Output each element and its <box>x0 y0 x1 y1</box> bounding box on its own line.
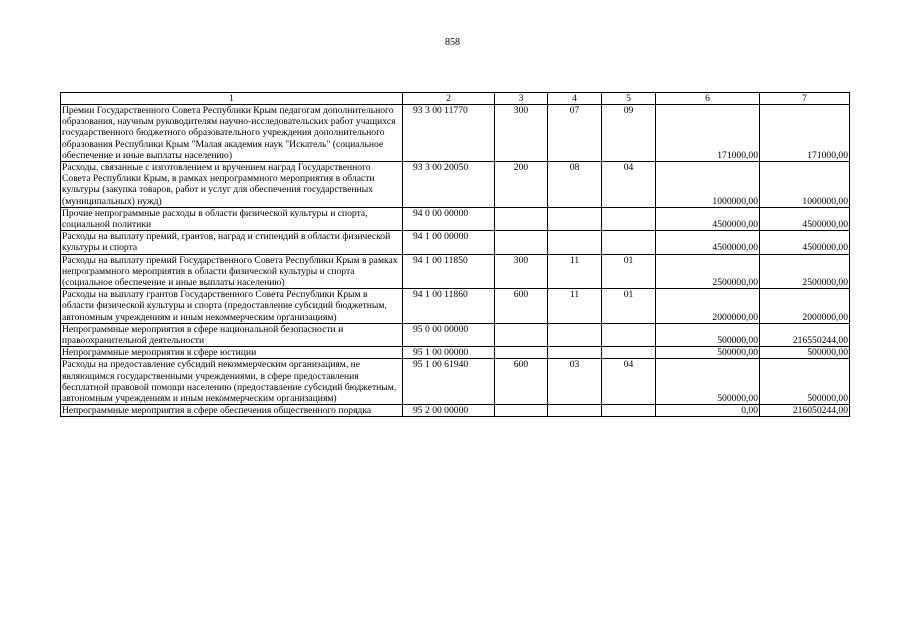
row-expense-type: 200 <box>495 162 548 208</box>
row-sum-1: 500000,00 <box>656 347 760 359</box>
header-cell: 1 <box>61 93 403 105</box>
row-subsection: 09 <box>602 105 656 162</box>
row-sum-2: 1000000,00 <box>760 162 850 208</box>
row-expense-type <box>495 405 548 417</box>
row-expense-type: 600 <box>495 359 548 405</box>
row-name: Расходы на выплату грантов Государственного Совета Республики Крым в области физической культуры и спорта (предоставление субсидий бюджетным, автономным учреждениям и иным некоммерческим организациям) <box>61 289 403 324</box>
row-sum-1: 500000,00 <box>656 359 760 405</box>
page-number: 858 <box>445 37 460 48</box>
row-name: Непрограммные мероприятия в сфере национальной безопасности и правоохранительной деятельности <box>61 323 403 346</box>
table-row <box>61 105 850 162</box>
header-cell: 3 <box>495 93 548 105</box>
row-section: 07 <box>548 105 602 162</box>
row-section <box>548 323 602 346</box>
budget-table <box>60 92 850 417</box>
row-section: 11 <box>548 289 602 324</box>
table-row <box>61 289 850 324</box>
header-cell: 2 <box>403 93 495 105</box>
row-sum-2: 171000,00 <box>760 105 850 162</box>
row-code: 93 3 00 11770 <box>403 105 495 162</box>
row-code: 94 1 00 11860 <box>403 289 495 324</box>
header-cell: 5 <box>602 93 656 105</box>
row-code: 94 1 00 11850 <box>403 254 495 289</box>
row-section <box>548 207 602 230</box>
header-cell: 6 <box>656 93 760 105</box>
table-row <box>61 323 850 346</box>
row-sum-1: 500000,00 <box>656 323 760 346</box>
row-section <box>548 231 602 254</box>
row-subsection: 04 <box>602 162 656 208</box>
row-sum-1: 2000000,00 <box>656 289 760 324</box>
row-subsection: 01 <box>602 254 656 289</box>
header-cell: 7 <box>760 93 850 105</box>
row-subsection <box>602 347 656 359</box>
row-name: Прочие непрограммные расходы в области физической культуры и спорта, социальной политики <box>61 207 403 230</box>
row-subsection: 01 <box>602 289 656 324</box>
row-sum-2: 4500000,00 <box>760 231 850 254</box>
row-sum-1: 4500000,00 <box>656 231 760 254</box>
row-subsection <box>602 323 656 346</box>
row-section: 03 <box>548 359 602 405</box>
row-sum-1: 2500000,00 <box>656 254 760 289</box>
row-name: Премии Государственного Совета Республики Крым педагогам дополнительного образования, научным руководителям научно-исследовательских работ учащихся государственного бюджетного образовательного учреждения дополнительного образования Республики Крым "Малая академия наук "Искатель" (социальное обеспечение и иные выплаты населению) <box>61 105 403 162</box>
table-row <box>61 359 850 405</box>
row-sum-2: 500000,00 <box>760 359 850 405</box>
row-code: 94 0 00 00000 <box>403 207 495 230</box>
row-code: 95 2 00 00000 <box>403 405 495 417</box>
row-expense-type <box>495 231 548 254</box>
row-sum-2: 2500000,00 <box>760 254 850 289</box>
row-code: 95 0 00 00000 <box>403 323 495 346</box>
row-name: Непрограммные мероприятия в сфере юстиции <box>61 347 403 359</box>
row-name: Расходы, связанные с изготовлением и вручением наград Государственного Совета Республики Крым, в рамках непрограммного мероприятия в области культуры (закупка товаров, работ и услуг для обеспечения государственных (муниципальных) нужд) <box>61 162 403 208</box>
table-row <box>61 254 850 289</box>
row-code: 95 1 00 00000 <box>403 347 495 359</box>
row-subsection <box>602 231 656 254</box>
row-name: Расходы на выплату премий Государственного Совета Республики Крым в рамках непрограммного мероприятия в области физической культуры и спорта (социальное обеспечение и иные выплаты населению) <box>61 254 403 289</box>
row-subsection <box>602 405 656 417</box>
table-row <box>61 162 850 208</box>
table-row <box>61 405 850 417</box>
row-expense-type <box>495 323 548 346</box>
table-row <box>61 347 850 359</box>
row-section <box>548 347 602 359</box>
row-sum-2: 216050244,00 <box>760 405 850 417</box>
row-expense-type: 600 <box>495 289 548 324</box>
header-cell: 4 <box>548 93 602 105</box>
row-sum-2: 4500000,00 <box>760 207 850 230</box>
row-name: Расходы на предоставление субсидий некоммерческим организациям, не являющимся государственными учреждениями, в сфере предоставления бесплатной правовой помощи населению (предоставление субсидий бюджетным, автономным учреждениям и иным некоммерческим организациям) <box>61 359 403 405</box>
row-section: 08 <box>548 162 602 208</box>
row-code: 93 3 00 20050 <box>403 162 495 208</box>
row-subsection: 04 <box>602 359 656 405</box>
row-code: 95 1 00 61940 <box>403 359 495 405</box>
row-expense-type: 300 <box>495 105 548 162</box>
row-name: Непрограммные мероприятия в сфере обеспечения общественного порядка <box>61 405 403 417</box>
row-subsection <box>602 207 656 230</box>
row-sum-1: 1000000,00 <box>656 162 760 208</box>
table-row <box>61 207 850 230</box>
row-expense-type <box>495 207 548 230</box>
row-section <box>548 405 602 417</box>
row-sum-2: 216550244,00 <box>760 323 850 346</box>
row-sum-1: 0,00 <box>656 405 760 417</box>
row-expense-type <box>495 347 548 359</box>
row-code: 94 1 00 00000 <box>403 231 495 254</box>
row-sum-1: 4500000,00 <box>656 207 760 230</box>
row-section: 11 <box>548 254 602 289</box>
row-sum-2: 500000,00 <box>760 347 850 359</box>
row-name: Расходы на выплату премий, грантов, наград и стипендий в области физической культуры и спорта <box>61 231 403 254</box>
row-sum-2: 2000000,00 <box>760 289 850 324</box>
table-row <box>61 231 850 254</box>
row-sum-1: 171000,00 <box>656 105 760 162</box>
row-expense-type: 300 <box>495 254 548 289</box>
table-header-row <box>61 93 850 105</box>
